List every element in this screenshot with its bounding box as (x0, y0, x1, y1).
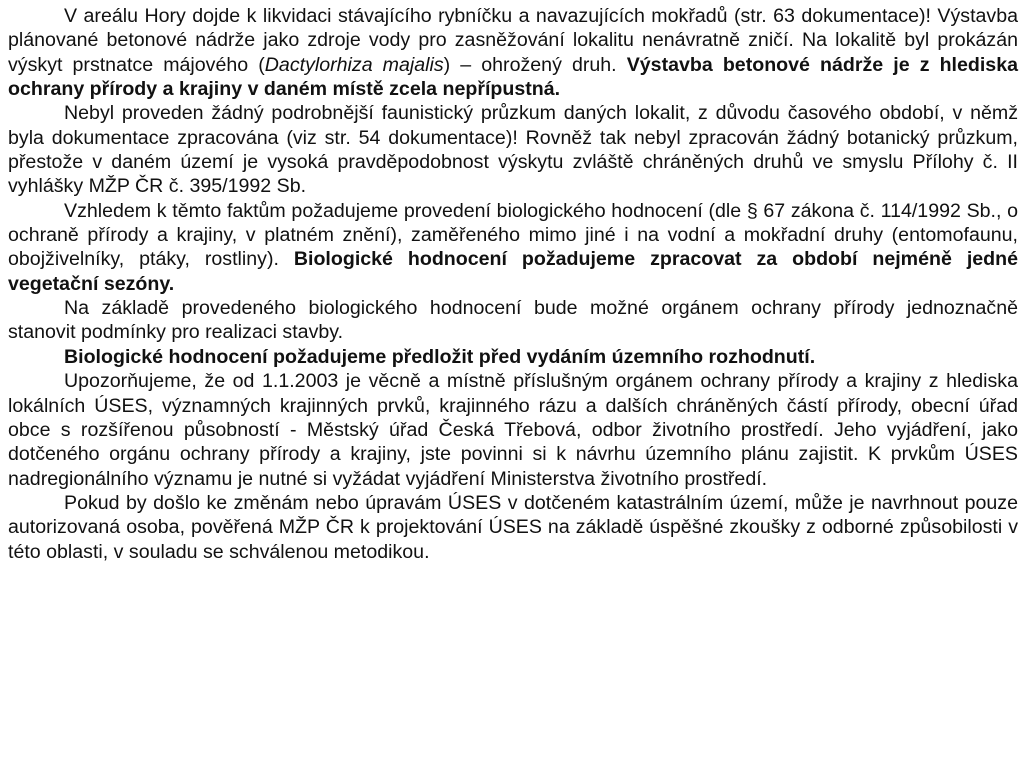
species-name-italic: Dactylorhiza majalis (264, 53, 444, 76)
paragraph (8, 345, 1018, 369)
document-page (8, 4, 1018, 564)
paragraph (8, 369, 1018, 491)
paragraph (8, 296, 1018, 345)
text-run: Na základě provedeného biologického hodnocení bude možné orgánem ochrany přírody jednoznačně stanovit podmínky pro realizaci stavby. (8, 297, 1018, 344)
text-run: Pokud by došlo ke změnám nebo úpravám ÚSES v dotčeném katastrálním území, může je navrhnout pouze autorizovaná osoba, pověřená MŽP ČR k projektování ÚSES na základě úspěšné zkoušky z odborné způsobilosti v této oblasti, v souladu se schválenou metodikou. (8, 491, 1018, 563)
text-run: ) – ohrožený druh. (443, 53, 627, 76)
text-run: V areálu Hory dojde k likvidaci stávajícího rybníčku a navazujících mokřadů (str. 63 dokumentace)! Výstavba plánované betonové nádrže jako zdroje vody pro zasněžování lokalitu nenávratně zničí. Na lokalitě byl prokázán výskyt prstnatce májového ( (8, 5, 1018, 76)
paragraph (8, 4, 1018, 101)
paragraph (8, 491, 1018, 564)
paragraph (8, 199, 1018, 296)
text-run: Nebyl proveden žádný podrobnější faunistický průzkum daných lokalit, z důvodu časového období, v němž byla dokumentace zpracována (viz str. 54 dokumentace)! Rovněž tak nebyl zpracován žádný botanický průzkum, přestože v daném území je vysoká pravděpodobnost výskytu zvláště chráněných druhů ve smyslu Přílohy č. II vyhlášky MŽP ČR č. 395/1992 Sb. (8, 102, 1018, 198)
bold-statement: Biologické hodnocení požadujeme zpracovat za období nejméně jedné vegetační sezóny. (8, 248, 1018, 295)
bold-statement: Výstavba betonové nádrže je z hlediska ochrany přírody a krajiny v daném místě zcela nepřípustná. (8, 53, 1018, 101)
paragraph (8, 101, 1018, 198)
text-run: Upozorňujeme, že od 1.1.2003 je věcně a místně příslušným orgánem ochrany přírody a krajiny z hlediska lokálních ÚSES, významných krajinných prvků, krajinného rázu a dalších chráněných částí přírody, obecní úřad obce s rozšířenou působností - Městský úřad Česká Třebová, odbor životního prostředí. Jeho vyjádření, jako dotčeného orgánu ochrany přírody a krajiny, jste povinni si k návrhu územního plánu zajistit. K prvkům ÚSES nadregionálního významu je nutné si vyžádat vyjádření Ministerstva životního prostředí. (8, 370, 1018, 490)
text-run: Vzhledem k těmto faktům požadujeme provedení biologického hodnocení (dle § 67 zákona č. 114/1992 Sb., o ochraně přírody a krajiny, v platném znění), zaměřeného mimo jiné i na vodní a mokřadní druhy (entomofaunu, obojživelníky, ptáky, rostliny). (8, 199, 1018, 271)
bold-statement: Biologické hodnocení požadujeme předložit před vydáním územního rozhodnutí. (64, 345, 816, 368)
